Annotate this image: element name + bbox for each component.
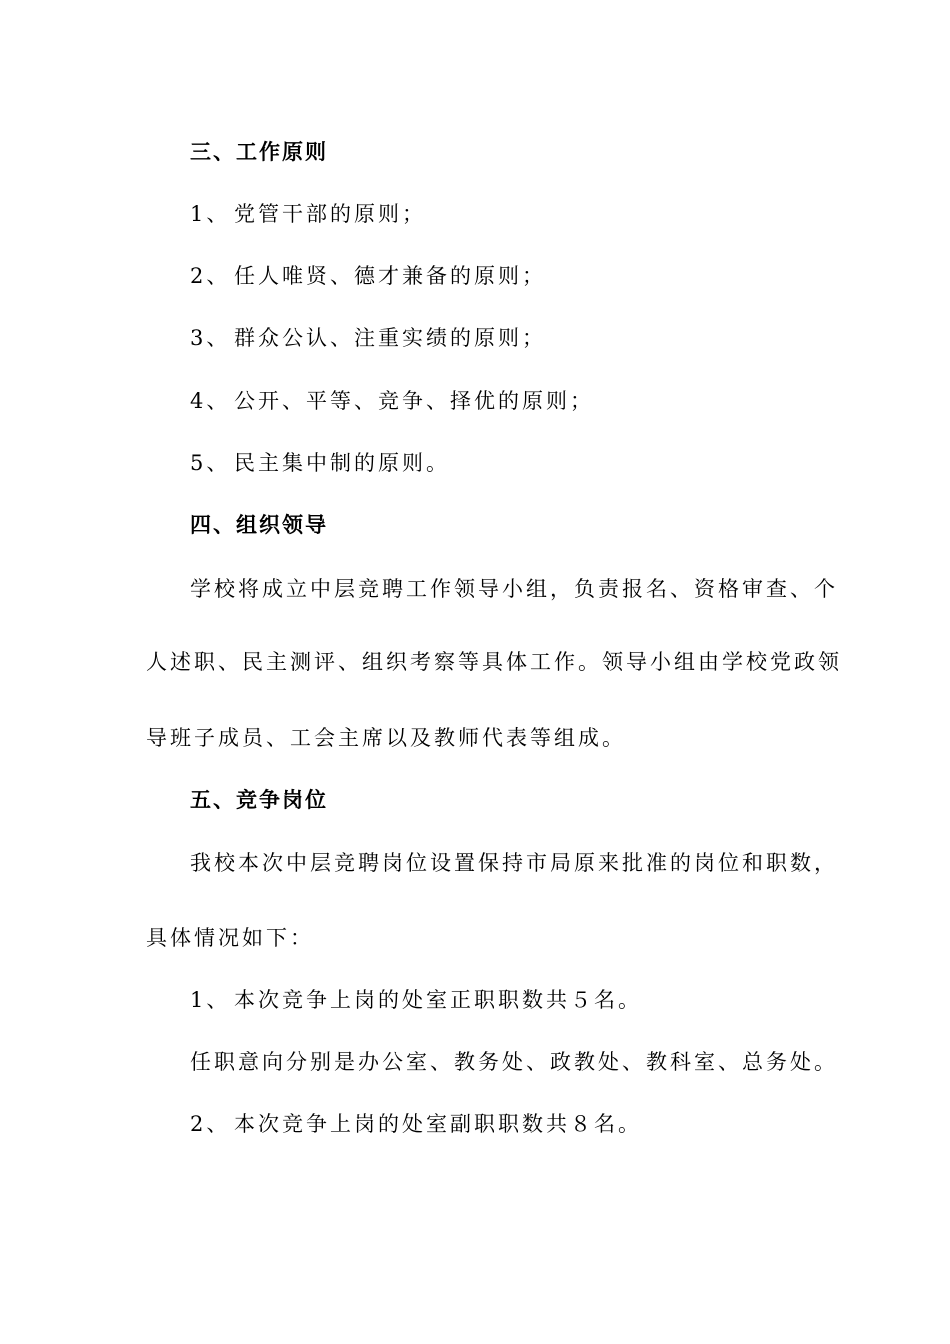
list-item-text: 民主集中制的原则。 [234,451,450,475]
list-item-number: 4、 [190,389,231,413]
paragraph-line: 导班子成员、工会主席以及教师代表等组成。 [146,726,626,750]
paragraph-line: 任职意向分别是办公室、教务处、政教处、教科室、总务处。 [190,1050,838,1074]
list-item [190,266,546,287]
list-item [190,391,594,412]
list-item-number: 1、 [190,202,231,226]
list-item [190,328,546,349]
list-item-number: 2、 [190,264,231,288]
list-item [190,990,642,1011]
paragraph-line: 学校将成立中层竞聘工作领导小组，负责报名、资格审查、个 [190,577,838,601]
paragraph-line: 我校本次中层竞聘岗位设置保持市局原来批准的岗位和职数， [190,851,838,875]
list-item [190,453,450,474]
list-item-number: 5、 [190,451,231,475]
section-heading-principles: 三、工作原则 [190,140,328,164]
list-item-number: 3、 [190,326,231,350]
section-heading-leadership: 四、组织领导 [190,513,328,537]
list-item-text: 党管干部的原则； [234,202,426,226]
list-item-text: 本次竞争上岗的处室副职职数共８名。 [234,1112,642,1136]
list-item-text: 公开、平等、竞争、择优的原则； [234,389,594,413]
list-item-number: 1、 [190,988,231,1012]
paragraph-line: 人述职、民主测评、组织考察等具体工作。领导小组由学校党政领 [146,650,842,674]
list-item-text: 任人唯贤、德才兼备的原则； [234,264,546,288]
list-item [190,204,426,225]
list-item-text: 本次竞争上岗的处室正职职数共５名。 [234,988,642,1012]
list-item-number: 2、 [190,1112,231,1136]
paragraph-line: 具体情况如下： [146,926,314,950]
section-heading-positions: 五、竞争岗位 [190,788,328,812]
list-item [190,1114,642,1135]
list-item-text: 群众公认、注重实绩的原则； [234,326,546,350]
